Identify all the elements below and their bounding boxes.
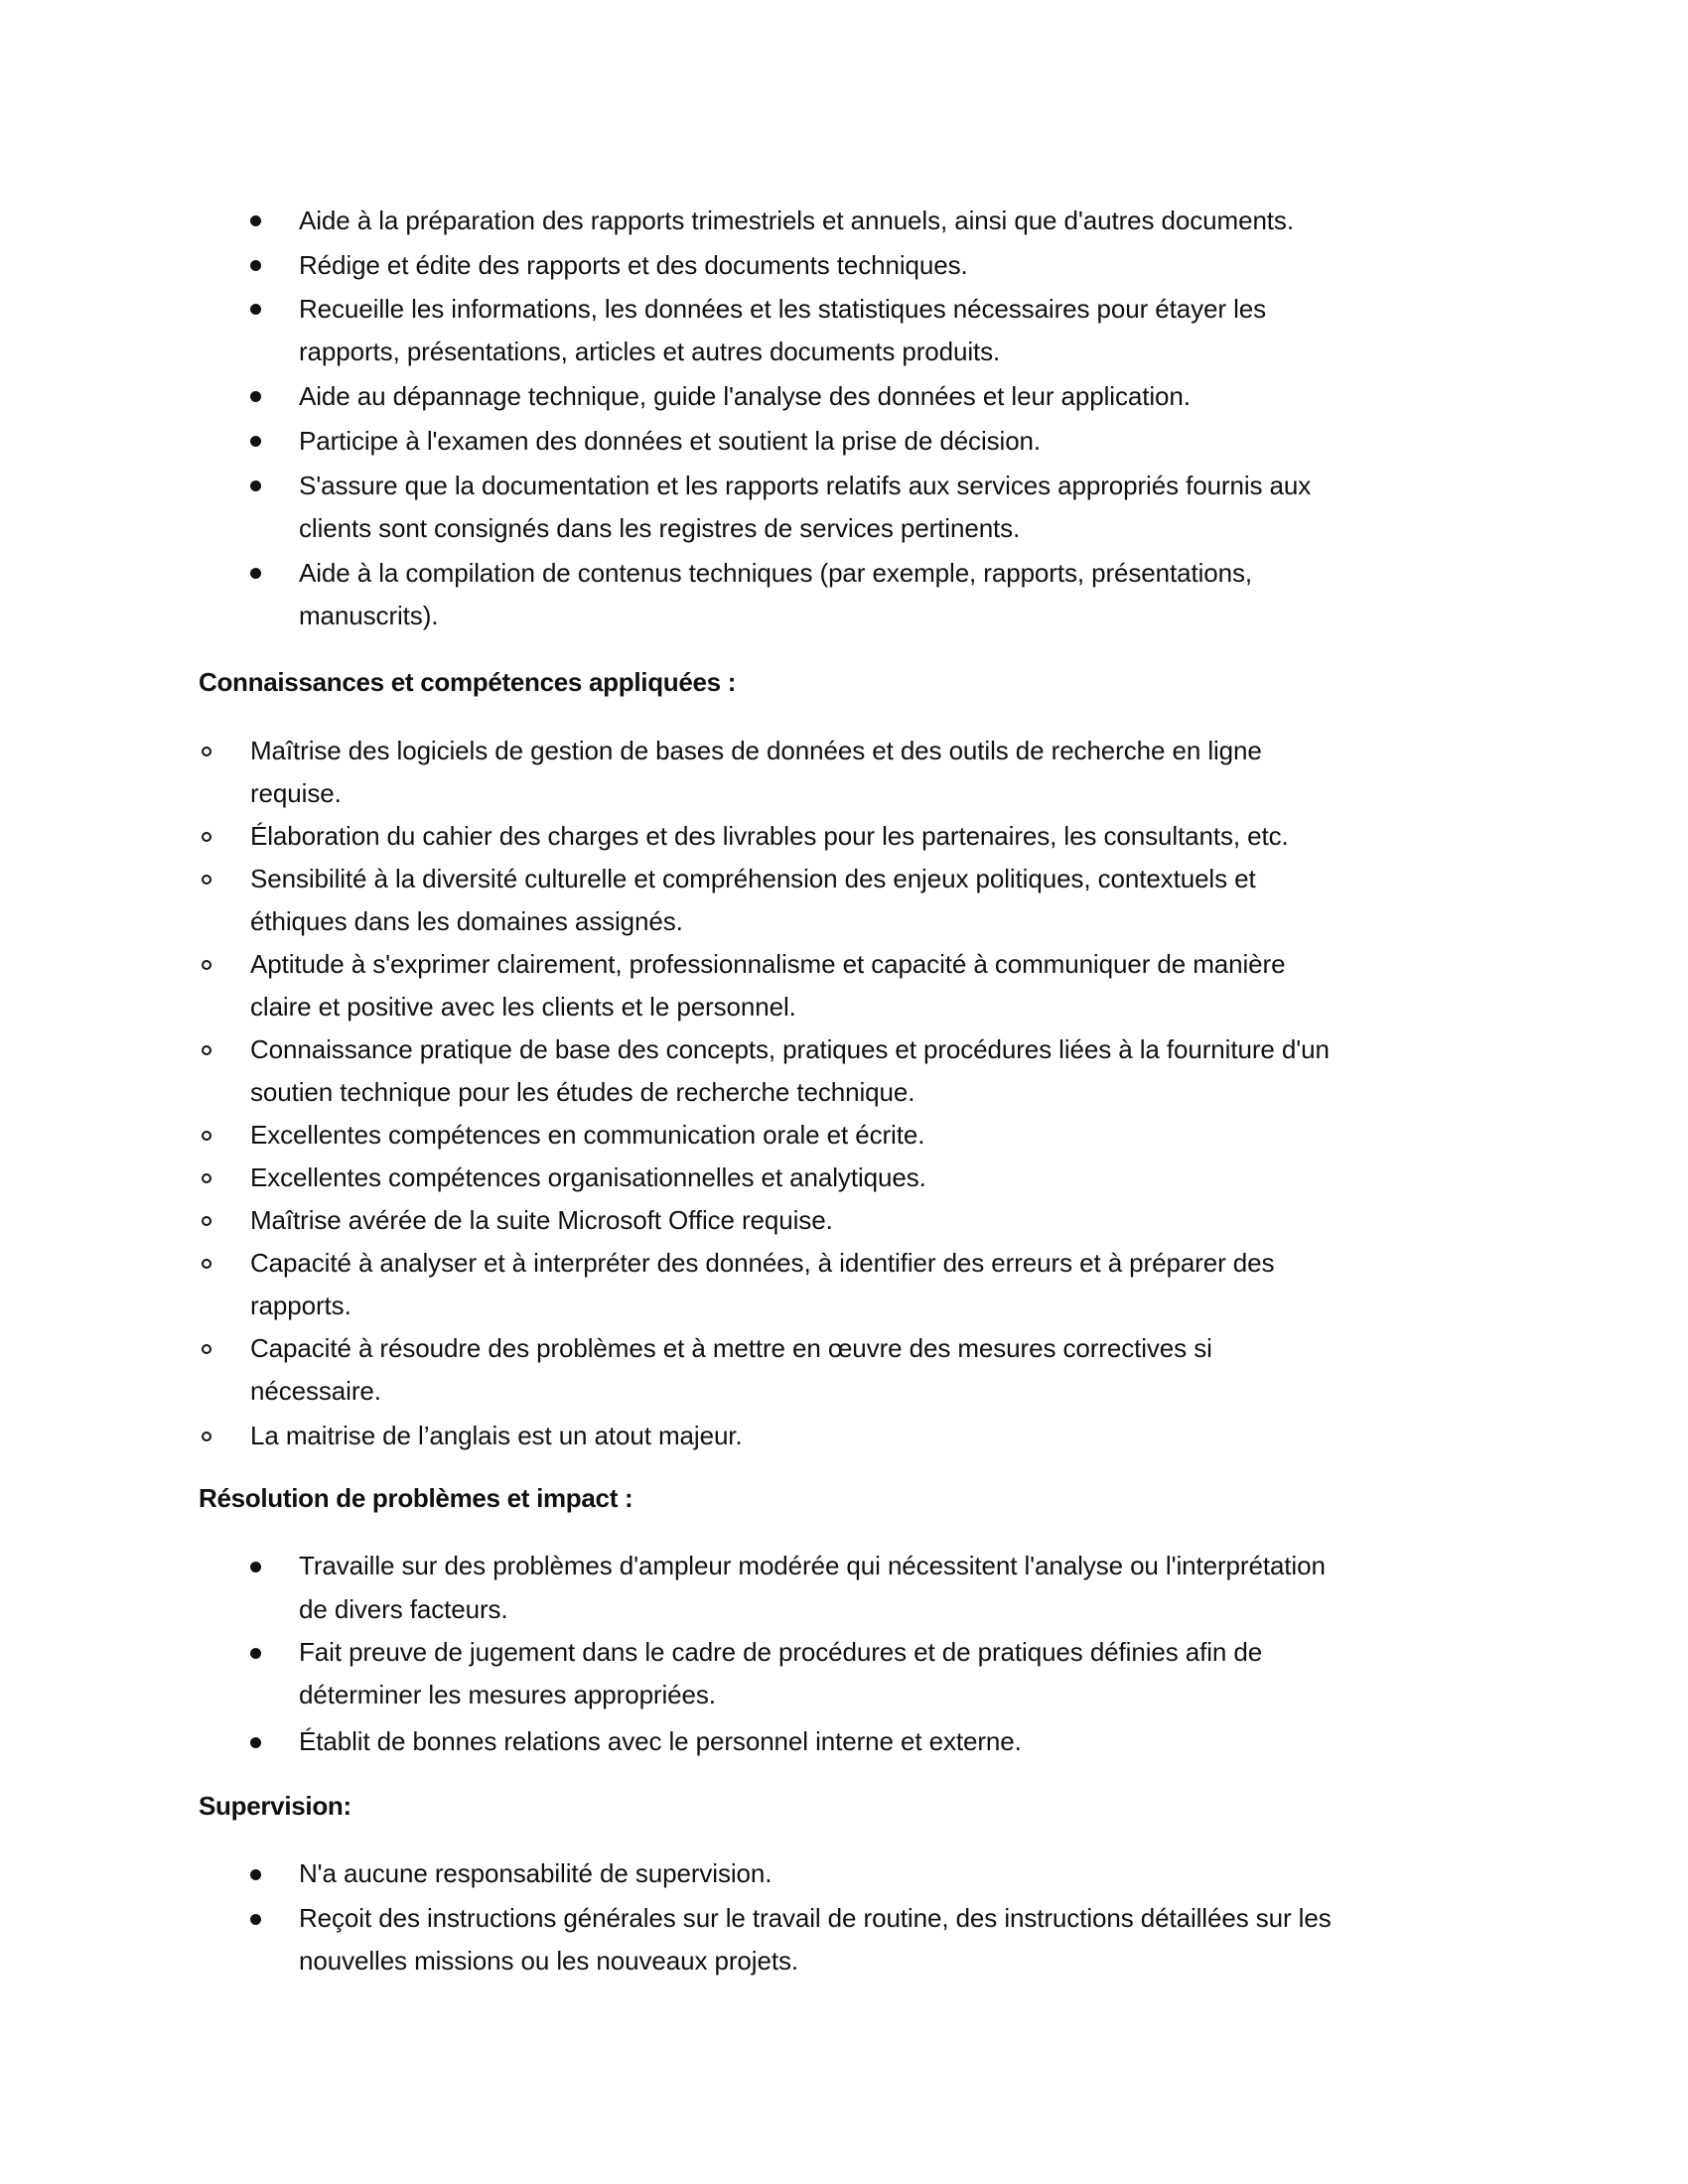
list-item-text: requise.	[250, 778, 342, 808]
list-item-text: éthiques dans les domaines assignés.	[250, 906, 683, 936]
section-heading: Connaissances et compétences appliquées :	[199, 667, 737, 697]
list-item-text: N'a aucune responsabilité de supervision.	[299, 1858, 773, 1888]
bullet-circle-icon	[202, 832, 211, 842]
bullet-disc-icon	[250, 1914, 261, 1925]
list-item-text: Capacité à analyser et à interpréter des données, à identifier des erreurs et à préparer des	[250, 1248, 1275, 1278]
section-heading: Résolution de problèmes et impact :	[199, 1483, 633, 1513]
list-item-text: La maitrise de l’anglais est un atout majeur.	[250, 1421, 743, 1450]
bullet-disc-icon	[250, 215, 261, 226]
bullet-disc-icon	[250, 1648, 261, 1659]
list-item-text: Fait preuve de jugement dans le cadre de procédures et de pratiques définies afin de	[299, 1637, 1263, 1667]
list-item-text: soutien technique pour les études de recherche technique.	[250, 1077, 915, 1107]
list-item-text: Sensibilité à la diversité culturelle et compréhension des enjeux politiques, contextuels et	[250, 864, 1256, 893]
bullet-disc-icon	[250, 436, 261, 447]
list-item-text: Maîtrise avérée de la suite Microsoft Office requise.	[250, 1205, 833, 1235]
list-item-text: nouvelles missions ou les nouveaux projets.	[299, 1946, 798, 1976]
bullet-disc-icon	[250, 304, 261, 315]
list-item-text: Aide à la préparation des rapports trimestriels et annuels, ainsi que d'autres documents.	[299, 205, 1294, 235]
bullet-circle-icon	[202, 1344, 211, 1354]
list-item-text: manuscrits).	[299, 601, 439, 630]
list-item-text: Connaissance pratique de base des concepts, pratiques et procédures liées à la fourniture d'un	[250, 1034, 1330, 1064]
list-item-text: Recueille les informations, les données et les statistiques nécessaires pour étayer les	[299, 294, 1267, 324]
bullet-disc-icon	[250, 480, 261, 491]
list-item-text: rapports, présentations, articles et autres documents produits.	[299, 337, 1001, 366]
bullet-circle-icon	[202, 875, 211, 885]
list-item-text: Excellentes compétences en communication orale et écrite.	[250, 1120, 925, 1150]
list-item-text: Aide au dépannage technique, guide l'analyse des données et leur application.	[299, 381, 1191, 411]
bullet-circle-icon	[202, 1045, 211, 1055]
list-item-text: Capacité à résoudre des problèmes et à mettre en œuvre des mesures correctives si	[250, 1333, 1212, 1363]
bullet-disc-icon	[250, 1737, 261, 1748]
section-heading: Supervision:	[199, 1791, 352, 1821]
bullet-disc-icon	[250, 260, 261, 271]
bullet-circle-icon	[202, 1131, 211, 1141]
bullet-disc-icon	[250, 391, 261, 402]
list-item-text: Aptitude à s'exprimer clairement, professionnalisme et capacité à communiquer de manière	[250, 949, 1286, 979]
bullet-circle-icon	[202, 1259, 211, 1269]
bullet-circle-icon	[202, 960, 211, 970]
bullet-circle-icon	[202, 1432, 211, 1441]
list-item-text: Excellentes compétences organisationnelles et analytiques.	[250, 1162, 926, 1192]
list-item-text: Élaboration du cahier des charges et des livrables pour les partenaires, les consultants, etc.	[250, 821, 1289, 851]
list-item-text: Établit de bonnes relations avec le personnel interne et externe.	[299, 1726, 1022, 1756]
list-item-text: clients sont consignés dans les registres de services pertinents.	[299, 513, 1021, 543]
bullet-circle-icon	[202, 747, 211, 756]
bullet-circle-icon	[202, 1173, 211, 1183]
list-item-text: nécessaire.	[250, 1376, 381, 1406]
list-item-text: Participe à l'examen des données et soutient la prise de décision.	[299, 426, 1042, 456]
list-item-text: déterminer les mesures appropriées.	[299, 1680, 716, 1709]
list-item-text: Reçoit des instructions générales sur le travail de routine, des instructions détaillées sur les	[299, 1903, 1332, 1933]
bullet-disc-icon	[250, 568, 261, 579]
list-item-text: claire et positive avec les clients et le personnel.	[250, 992, 796, 1022]
bullet-circle-icon	[202, 1216, 211, 1226]
list-item-text: S'assure que la documentation et les rapports relatifs aux services appropriés fournis aux	[299, 471, 1312, 500]
list-item-text: de divers facteurs.	[299, 1594, 508, 1624]
list-item-text: Maîtrise des logiciels de gestion de bases de données et des outils de recherche en ligne	[250, 736, 1262, 765]
list-item-text: rapports.	[250, 1291, 352, 1320]
list-item-text: Rédige et édite des rapports et des documents techniques.	[299, 250, 968, 280]
list-item-text: Travaille sur des problèmes d'ampleur modérée qui nécessitent l'analyse ou l'interprétation	[299, 1551, 1326, 1580]
bullet-disc-icon	[250, 1562, 261, 1572]
list-item-text: Aide à la compilation de contenus techniques (par exemple, rapports, présentations,	[299, 558, 1253, 588]
bullet-disc-icon	[250, 1869, 261, 1880]
